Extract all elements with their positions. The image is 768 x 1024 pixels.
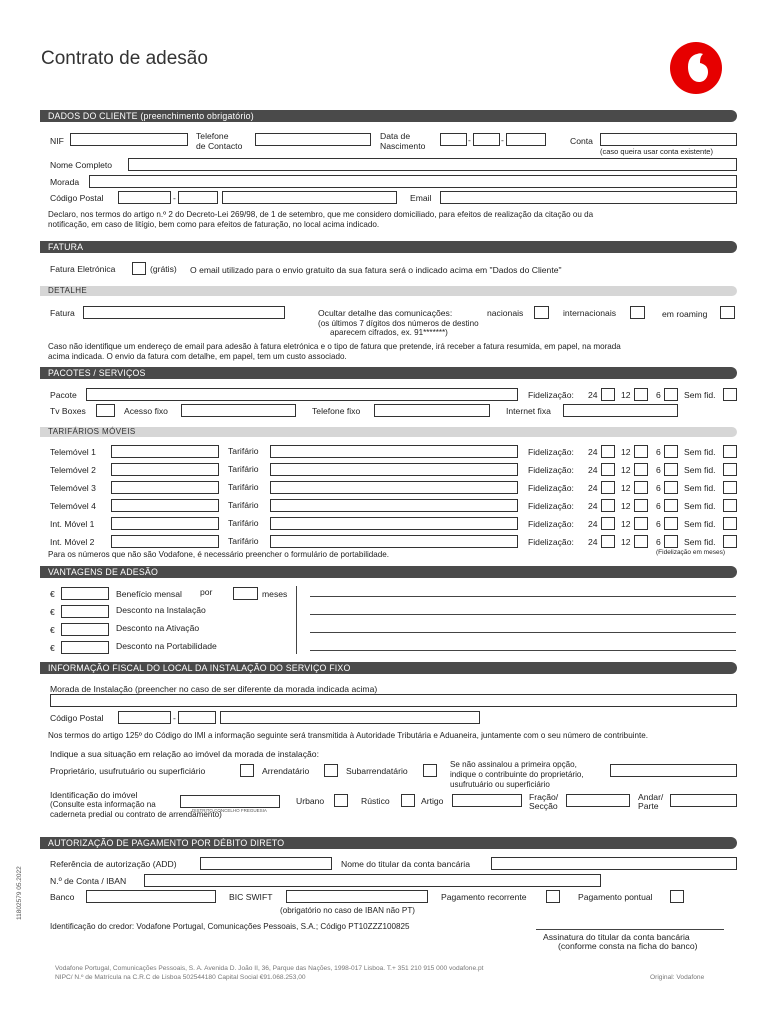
bic-label: BIC SWIFT [229,892,273,902]
fatura-eletronica-checkbox[interactable] [132,262,146,275]
tarifario-f24-checkbox[interactable] [601,481,615,494]
tarifario-fidelizacao-label: Fidelização: [528,465,574,475]
gratis-label: (grátis) [150,264,177,274]
codigo-postal-label: Código Postal [50,193,104,203]
tarifario-f6-checkbox[interactable] [664,517,678,530]
tarifario-f12-checkbox[interactable] [634,481,648,494]
tarifario-row-label: Telemóvel 1 [50,447,96,457]
tv-boxes-input[interactable] [96,404,115,417]
tarifario-f6-label: 6 [656,501,661,511]
meses-label: meses [262,589,288,599]
document-code: 11802579 05.2022 [16,866,23,920]
euro-label-3: € [50,625,55,635]
tarifario-f24-checkbox[interactable] [601,517,615,530]
pacote-fidelizacao-label: Fidelização: [528,390,574,400]
recorrente-label: Pagamento recorrente [441,892,527,902]
bic-input[interactable] [286,890,428,903]
section-debito: AUTORIZAÇÃO DE PAGAMENTO POR DÉBITO DIRETO [40,837,737,849]
email-label: Email [410,193,432,203]
andar-label-2: Parte [638,801,659,811]
birth-month-input[interactable] [473,133,500,146]
tarifario-f24-checkbox[interactable] [601,463,615,476]
tarifario-f12-label: 12 [621,483,631,493]
tarifario-f24-label: 24 [588,519,598,529]
tarifario-fidelizacao-label: Fidelização: [528,519,574,529]
subarrendatario-checkbox[interactable] [423,764,437,777]
tarifario-semfid-checkbox[interactable] [723,463,737,476]
pacote-semfid-checkbox[interactable] [723,388,737,401]
email-note: O email utilizado para o envio gratuito da sua fatura será o indicado acima em "Dados do Cliente" [190,265,562,275]
urbano-label: Urbano [296,796,325,806]
pacote-semfid-label: Sem fid. [684,390,716,400]
fatura-label: Fatura [50,308,75,318]
aviso-text-1: Caso não identifique um endereço de email para adesão à fatura eletrónica e o tipo de fatura que pretende, irá receber a fatura resumida, em papel, na morada [48,342,621,351]
telefone-fixo-input[interactable] [374,404,490,417]
section-cliente: DADOS DO CLIENTE (preenchimento obrigatório) [40,110,737,122]
artigo-input[interactable] [452,794,522,807]
tarifario-label: Tarifário [228,482,259,492]
artigo-label: Artigo [421,796,444,806]
tarifario-label: Tarifário [228,446,259,456]
ultimos-text-2: aparecem cifrados, ex. 91*******) [330,328,448,337]
morada-label: Morada [50,177,80,187]
tarifario-row-label: Telemóvel 3 [50,483,96,493]
tarifario-input[interactable] [270,463,518,476]
euro-label-4: € [50,643,55,653]
tarifario-label: Tarifário [228,500,259,510]
tarifario-semfid-label: Sem fid. [684,447,716,457]
telefone-label-2: de Contacto [196,141,243,151]
tarifario-input[interactable] [270,517,518,530]
aviso-text-2: acima indicada. O envio da fatura com detalhe, em papel, tem um custo associado. [48,352,347,361]
nif-label: NIF [50,136,64,146]
fatura-eletronica-label: Fatura Eletrónica [50,264,116,274]
bic-note: (obrigatório no caso de IBAN não PT) [280,906,415,915]
tarifario-f12-label: 12 [621,519,631,529]
beneficio-input[interactable] [61,587,109,600]
fiscal-localidade-input[interactable] [220,711,480,724]
referencia-input[interactable] [200,857,332,870]
desconto-ativacao-input[interactable] [61,623,109,636]
tarifario-f12-checkbox[interactable] [634,517,648,530]
tarifario-row-label: Int. Móvel 1 [50,519,95,529]
tarifario-f6-checkbox[interactable] [664,499,678,512]
original-label: Original: Vodafone [650,974,705,981]
assinatura-label-2: (conforme consta na ficha do banco) [558,941,698,951]
page-title: Contrato de adesão [41,48,208,69]
tarifario-semfid-checkbox[interactable] [723,445,737,458]
morada-input[interactable] [89,175,737,188]
tarifario-f24-label: 24 [588,447,598,457]
tarifario-f24-label: 24 [588,501,598,511]
nacionais-label: nacionais [487,308,524,318]
tarifario-label: Tarifário [228,518,259,528]
morada-instalacao-label: Morada de Instalação (preencher no caso de ser diferente da morada indicada acima) [50,684,378,694]
tarifario-f24-label: 24 [588,537,598,547]
tarifario-number-input[interactable] [111,481,219,494]
fiscal-codigo-postal-input-2[interactable] [178,711,216,724]
declaro-text-2: notificação, em caso de litígio, bem como para efeitos de faturação, no local acima indicado. [48,220,380,229]
tarifario-semfid-label: Sem fid. [684,483,716,493]
section-detalhe: DETALHE [40,286,737,296]
fracao-label-1: Fração/ [529,792,559,802]
iban-input[interactable] [144,874,601,887]
tarifario-row-label: Telemóvel 2 [50,465,96,475]
meses-input[interactable] [233,587,258,600]
tarifario-f6-label: 6 [656,519,661,529]
pacote-f24-label: 24 [588,390,598,400]
pacote-f6-label: 6 [656,390,661,400]
portabilidade-note: Para os números que não são Vodafone, é necessário preencher o formulário de portabilidade. [48,550,390,559]
declaro-text-1: Declaro, nos termos do artigo n.º 2 do Decreto-Lei 269/98, de 1 de setembro, que me considero domiciliado, para efeitos de realização da citação ou da [48,210,594,219]
tarifario-f6-label: 6 [656,447,661,457]
internacionais-label: internacionais [563,308,617,318]
tarifario-semfid-checkbox[interactable] [723,499,737,512]
telefone-fixo-label: Telefone fixo [312,406,361,416]
pacote-input[interactable] [86,388,518,401]
conta-note: (caso queira usar conta existente) [600,147,713,156]
tarifario-f24-label: 24 [588,483,598,493]
ultimos-text-1: (os últimos 7 dígitos dos números de destino [318,319,479,328]
fatura-input[interactable] [83,306,285,319]
pacote-f24-checkbox[interactable] [601,388,615,401]
titular-input[interactable] [491,857,737,870]
fid-meses-note: (Fidelização em meses) [656,549,725,556]
nif-input[interactable] [70,133,188,146]
tarifario-label: Tarifário [228,536,259,546]
tarifario-semfid-label: Sem fid. [684,537,716,547]
section-fatura: FATURA [40,241,737,253]
tarifario-fidelizacao-label: Fidelização: [528,447,574,457]
roaming-label: em roaming [662,309,708,319]
por-label: por [200,587,213,597]
tarifario-semfid-checkbox[interactable] [723,517,737,530]
codigo-postal-input-2[interactable] [178,191,218,204]
tarifario-f24-checkbox[interactable] [601,445,615,458]
iban-label: N.º de Conta / IBAN [50,876,127,886]
morada-instalacao-input[interactable] [50,694,737,707]
tarifario-fidelizacao-label: Fidelização: [528,501,574,511]
tarifario-semfid-label: Sem fid. [684,519,716,529]
tarifario-label: Tarifário [228,464,259,474]
andar-input[interactable] [670,794,737,807]
birth-day-input[interactable] [440,133,467,146]
arrendatario-checkbox[interactable] [324,764,338,777]
tarifario-f24-label: 24 [588,465,598,475]
senao-text-1: Se não assinalou a primeira opção, [450,760,577,769]
tarifario-f6-checkbox[interactable] [664,535,678,548]
recorrente-checkbox[interactable] [546,890,560,903]
credor-text: Identificação do credor: Vodafone Portugal, Comunicações Pessoais, S.A.; Código PT10ZZZ100825 [50,922,410,931]
tarifario-fidelizacao-label: Fidelização: [528,537,574,547]
internacionais-checkbox[interactable] [630,306,645,319]
tv-boxes-label: Tv Boxes [50,406,86,416]
tarifario-input[interactable] [270,445,518,458]
assinatura-label-1: Assinatura do titular da conta bancária [543,932,690,942]
ident-label-3: caderneta predial ou contrato de arrendamento) [50,810,222,819]
pacote-f12-checkbox[interactable] [634,388,648,401]
fracao-label-2: Secção [529,801,558,811]
nome-label: Nome Completo [50,160,113,170]
pacote-label: Pacote [50,390,77,400]
data-label-1: Data de [380,131,411,141]
ident-label-1: Identificação do imóvel [50,790,138,800]
senao-text-2: indique o contribuinte do proprietário, [450,770,584,779]
nacionais-checkbox[interactable] [534,306,549,319]
localidade-input[interactable] [222,191,397,204]
tarifario-semfid-label: Sem fid. [684,465,716,475]
desconto-portabilidade-input[interactable] [61,641,109,654]
euro-label-2: € [50,607,55,617]
beneficio-label: Benefício mensal [116,589,182,599]
senao-text-3: usufrutuário ou superficiário [450,780,550,789]
tarifario-f6-label: 6 [656,465,661,475]
roaming-checkbox[interactable] [720,306,735,319]
fiscal-codigo-postal-input-1[interactable] [118,711,171,724]
footer-line-2: NIPC/ N.º de Matrícula na C.R.C de Lisboa 502544180 Capital Social €91.068.253,00 [55,974,306,981]
tarifario-f24-checkbox[interactable] [601,535,615,548]
tarifario-input[interactable] [270,499,518,512]
telefone-label-1: Telefone [196,131,229,141]
tarifario-number-input[interactable] [111,517,219,530]
desconto-instalacao-input[interactable] [61,605,109,618]
tarifario-f6-checkbox[interactable] [664,445,678,458]
tarifario-row-label: Telemóvel 4 [50,501,96,511]
vodafone-speechmark-icon [670,42,722,94]
acesso-fixo-label: Acesso fixo [124,406,168,416]
tarifario-f12-checkbox[interactable] [634,445,648,458]
pacote-f12-label: 12 [621,390,631,400]
referencia-label: Referência de autorização (ADD) [50,859,177,869]
fiscal-codigo-postal-label: Código Postal [50,713,104,723]
tarifario-f12-label: 12 [621,501,631,511]
tarifario-number-input[interactable] [111,535,219,548]
desconto-instalacao-label: Desconto na Instalação [116,605,206,615]
tarifario-f12-checkbox[interactable] [634,463,648,476]
data-label-2: Nascimento [380,141,426,151]
desconto-portabilidade-label: Desconto na Portabilidade [116,641,217,651]
ocultar-label: Ocultar detalhe das comunicações: [318,308,453,318]
tarifario-f6-label: 6 [656,537,661,547]
vodafone-logo [670,42,722,94]
tarifario-input[interactable] [270,481,518,494]
pacote-f6-checkbox[interactable] [664,388,678,401]
distrito-concelho-freguesia-input[interactable] [180,795,280,808]
andar-label-1: Andar/ [638,792,664,802]
tarifario-row-label: Int. Móvel 2 [50,537,95,547]
banco-input[interactable] [86,890,216,903]
section-pacotes: PACOTES / SERVIÇOS [40,367,737,379]
tarifario-f6-checkbox[interactable] [664,463,678,476]
euro-label-1: € [50,589,55,599]
email-input[interactable] [440,191,737,204]
footer-line-1: Vodafone Portugal, Comunicações Pessoais, S. A. Avenida D. João II, 36, Parque das Nações, 1998-017 Lisboa. T.+ 351 210 915 000 vodafone.pt [55,965,484,972]
subarrendatario-label: Subarrendatário [346,766,408,776]
tarifario-f12-label: 12 [621,537,631,547]
imi-note: Nos termos do artigo 125º do Código do IMI a informação seguinte será transmitida à Autoridade Tributária e Aduaneira, juntamente com o seu número de contribuinte. [48,731,648,740]
rustico-label: Rústico [361,796,390,806]
desconto-ativacao-label: Desconto na Ativação [116,623,200,633]
pontual-checkbox[interactable] [670,890,684,903]
internet-fixa-input[interactable] [563,404,678,417]
ident-label-2: (Consulte esta informação na [50,800,156,809]
tarifario-input[interactable] [270,535,518,548]
tarifario-f6-label: 6 [656,483,661,493]
tarifario-semfid-label: Sem fid. [684,501,716,511]
arrendatario-label: Arrendatário [262,766,310,776]
tarifario-number-input[interactable] [111,463,219,476]
tarifario-f12-checkbox[interactable] [634,535,648,548]
tarifario-f24-checkbox[interactable] [601,499,615,512]
tarifario-number-input[interactable] [111,445,219,458]
distrito-caption: DISTRITO CONCELHO FREGUESIA [192,808,267,813]
tarifario-f6-checkbox[interactable] [664,481,678,494]
fracao-input[interactable] [566,794,630,807]
nome-input[interactable] [128,158,737,171]
internet-fixa-label: Internet fixa [506,406,551,416]
codigo-postal-input-1[interactable] [118,191,171,204]
tarifario-f12-checkbox[interactable] [634,499,648,512]
section-tarifarios: TARIFÁRIOS MÓVEIS [40,427,737,437]
banco-label: Banco [50,892,75,902]
urbano-checkbox[interactable] [334,794,348,807]
pontual-label: Pagamento pontual [578,892,653,902]
proprietario-checkbox[interactable] [240,764,254,777]
telefone-input[interactable] [255,133,371,146]
tarifario-f12-label: 12 [621,447,631,457]
proprietario-label: Proprietário, usufrutuário ou superficiário [50,766,206,776]
acesso-fixo-input[interactable] [181,404,296,417]
tarifario-f12-label: 12 [621,465,631,475]
rustico-checkbox[interactable] [401,794,415,807]
conta-input[interactable] [600,133,737,146]
section-vantagens: VANTAGENS DE ADESÃO [40,566,737,578]
indique-label: Indique a sua situação em relação ao imóvel da morada de instalação: [50,749,319,759]
tarifario-semfid-checkbox[interactable] [723,481,737,494]
tarifario-fidelizacao-label: Fidelização: [528,483,574,493]
birth-year-input[interactable] [506,133,546,146]
titular-label: Nome do titular da conta bancária [341,859,470,869]
tarifario-semfid-checkbox[interactable] [723,535,737,548]
conta-label: Conta [570,136,593,146]
tarifario-number-input[interactable] [111,499,219,512]
section-fiscal: INFORMAÇÃO FISCAL DO LOCAL DA INSTALAÇÃO DO SERVIÇO FIXO [40,662,737,674]
contribuinte-proprietario-input[interactable] [610,764,737,777]
